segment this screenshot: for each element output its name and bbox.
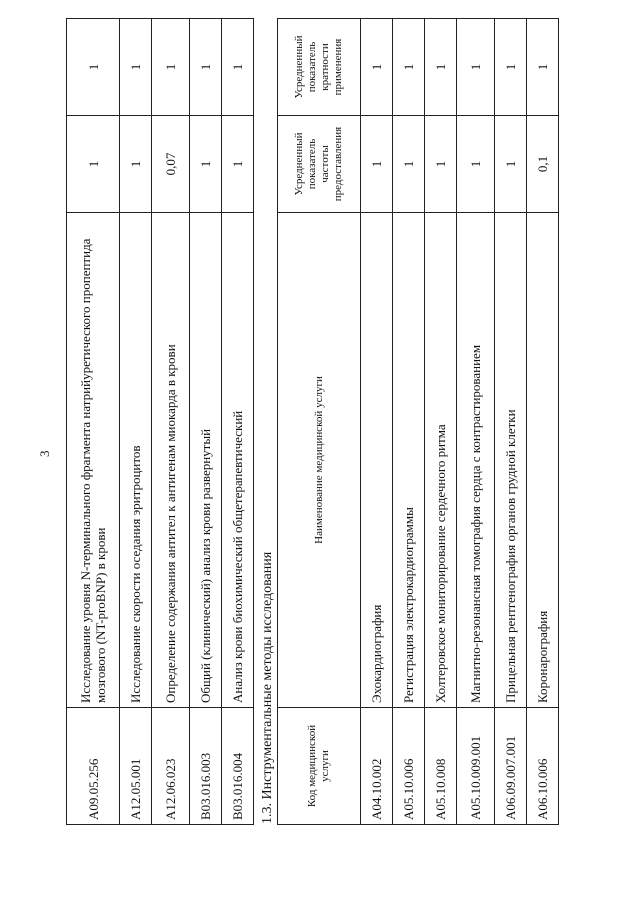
multiplicity-value: 1	[361, 19, 393, 116]
frequency-value: 1	[425, 116, 457, 213]
table-row	[393, 19, 425, 825]
service-name: Определение содержания антител к антигенам миокарда в крови	[152, 213, 190, 708]
service-code: B03.016.003	[190, 708, 222, 825]
table-row	[190, 19, 222, 825]
frequency-value: 1	[120, 116, 152, 213]
multiplicity-value: 1	[393, 19, 425, 116]
service-code: A12.05.001	[120, 708, 152, 825]
table-row	[222, 19, 254, 825]
table-row	[120, 19, 152, 825]
multiplicity-value: 1	[495, 19, 527, 116]
page-number: 3	[37, 450, 52, 457]
multiplicity-value: 1	[222, 19, 254, 116]
service-name: Исследование уровня N-терминального фрагмента натрийуретического пропептида мозгового (NT-proBNP) в крови	[67, 213, 120, 708]
multiplicity-value: 1	[67, 19, 120, 116]
service-name: Холтеровское мониторирование сердечного ритма	[425, 213, 457, 708]
service-code: A06.09.007.001	[495, 708, 527, 825]
service-name: Коронарография	[527, 213, 559, 708]
service-name: Прицельная рентгенография органов грудной клетки	[495, 213, 527, 708]
service-code: A05.10.006	[393, 708, 425, 825]
services-table-instrumental	[277, 18, 559, 825]
header-multiplicity: Усредненный показатель кратности применения	[278, 19, 361, 116]
service-code: A04.10.002	[361, 708, 393, 825]
frequency-value: 0,1	[527, 116, 559, 213]
table-row	[361, 19, 393, 825]
service-code: A09.05.256	[67, 708, 120, 825]
multiplicity-value: 1	[425, 19, 457, 116]
service-name: Регистрация электрокардиограммы	[393, 213, 425, 708]
table-row	[152, 19, 190, 825]
frequency-value: 1	[361, 116, 393, 213]
table-row	[425, 19, 457, 825]
table-row	[67, 19, 120, 825]
frequency-value: 1	[190, 116, 222, 213]
table-row	[457, 19, 495, 825]
frequency-value: 0,07	[152, 116, 190, 213]
multiplicity-value: 1	[152, 19, 190, 116]
service-name: Анализ крови биохимический общетерапевтический	[222, 213, 254, 708]
services-table-lab	[66, 18, 254, 825]
service-name: Общий (клинический) анализ крови развернутый	[190, 213, 222, 708]
header-frequency: Усредненный показатель частоты предоставления	[278, 116, 361, 213]
service-name: Магнитно-резонансная томография сердца с контрастированием	[457, 213, 495, 708]
frequency-value: 1	[67, 116, 120, 213]
frequency-value: 1	[222, 116, 254, 213]
header-code: Код медицинской услуги	[278, 708, 361, 825]
frequency-value: 1	[393, 116, 425, 213]
service-name: Эхокардиография	[361, 213, 393, 708]
table-row	[495, 19, 527, 825]
multiplicity-value: 1	[457, 19, 495, 116]
section-heading: 1.3. Инструментальные методы исследования	[260, 551, 275, 824]
frequency-value: 1	[457, 116, 495, 213]
service-code: B03.016.004	[222, 708, 254, 825]
service-code: A05.10.008	[425, 708, 457, 825]
multiplicity-value: 1	[120, 19, 152, 116]
service-code: A06.10.006	[527, 708, 559, 825]
service-code: A05.10.009.001	[457, 708, 495, 825]
table-row	[527, 19, 559, 825]
table-header-row	[278, 19, 361, 825]
header-name: Наименование медицинской услуги	[278, 213, 361, 708]
frequency-value: 1	[495, 116, 527, 213]
service-name: Исследование скорости оседания эритроцитов	[120, 213, 152, 708]
multiplicity-value: 1	[527, 19, 559, 116]
service-code: A12.06.023	[152, 708, 190, 825]
multiplicity-value: 1	[190, 19, 222, 116]
